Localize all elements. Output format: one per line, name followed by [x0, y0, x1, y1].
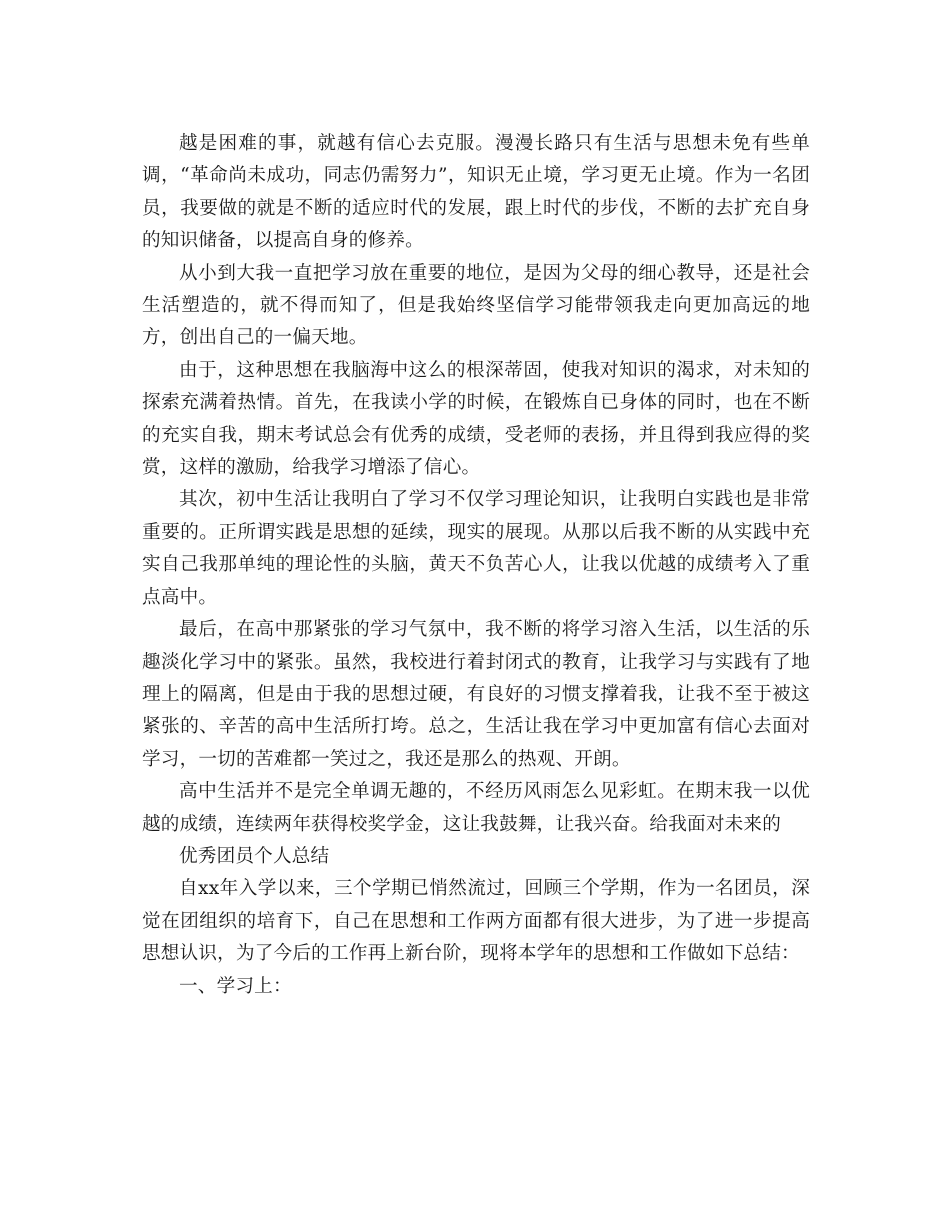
- paragraph-5: 最后，在高中那紧张的学习气氛中，我不断的将学习溶入生活，以生活的乐趣淡化学习中的紧张。虽然，我校进行着封闭式的教育，让我学习与实践有了地理上的隔离，但是由于我的思想过硬，有良好的习惯支撑着我，让我不至于被这紧张的、辛苦的高中生活所打垮。总之，生活让我在学习中更加富有信心去面对学习，一切的苦难都一笑过之，我还是那么的热观、开朗。: [142, 619, 810, 770]
- paragraph-1: 越是困难的事，就越有信心去克服。漫漫长路只有生活与思想未免有些单调，“革命尚未成功，同志仍需努力”，知识无止境，学习更无止境。作为一名团员，我要做的就是不断的适应时代的发展，跟上时代的步伐，不断的去扩充自身的知识储备，以提高自身的修养。: [142, 133, 810, 252]
- section-heading: 一、学习上：: [179, 975, 292, 997]
- intro-paragraph: 自xx年入学以来，三个学期已悄然流过，回顾三个学期，作为一名团员，深觉在团组织的培育下，自己在思想和工作两方面都有很大进步，为了进一步提高思想认识，为了今后的工作再上新台阶，现将本学年的思想和工作做如下总结：: [142, 878, 810, 965]
- paragraph-2: 从小到大我一直把学习放在重要的地位，是因为父母的细心教导，还是社会生活塑造的，就不得而知了，但是我始终坚信学习能带领我走向更加高远的地方，创出自己的一偏天地。: [142, 262, 810, 349]
- paragraph-6: 高中生活并不是完全单调无趣的，不经历风雨怎么见彩虹。在期末我一以优越的成绩，连续两年获得校奖学金，这让我鼓舞，让我兴奋。给我面对未来的: [142, 781, 810, 835]
- document-body: [142, 128, 810, 1003]
- paragraph-3: 由于，这种思想在我脑海中这么的根深蒂固，使我对知识的渴求，对未知的探索充满着热情。首先，在我读小学的时候，在锻炼自已身体的同时，也在不断的充实自我，期末考试总会有优秀的成绩，受老师的表扬，并且得到我应得的奖赏，这样的激励，给我学习增添了信心。: [142, 359, 810, 479]
- paragraph-4: 其次，初中生活让我明白了学习不仅学习理论知识，让我明白实践也是非常重要的。正所谓实践是思想的延续，现实的展现。从那以后我不断的从实践中充实自己我那单纯的理论性的头脑，黄天不负苦心人，让我以优越的成绩考入了重点高中。: [142, 489, 810, 608]
- document-title: 优秀团员个人总结: [179, 845, 330, 867]
